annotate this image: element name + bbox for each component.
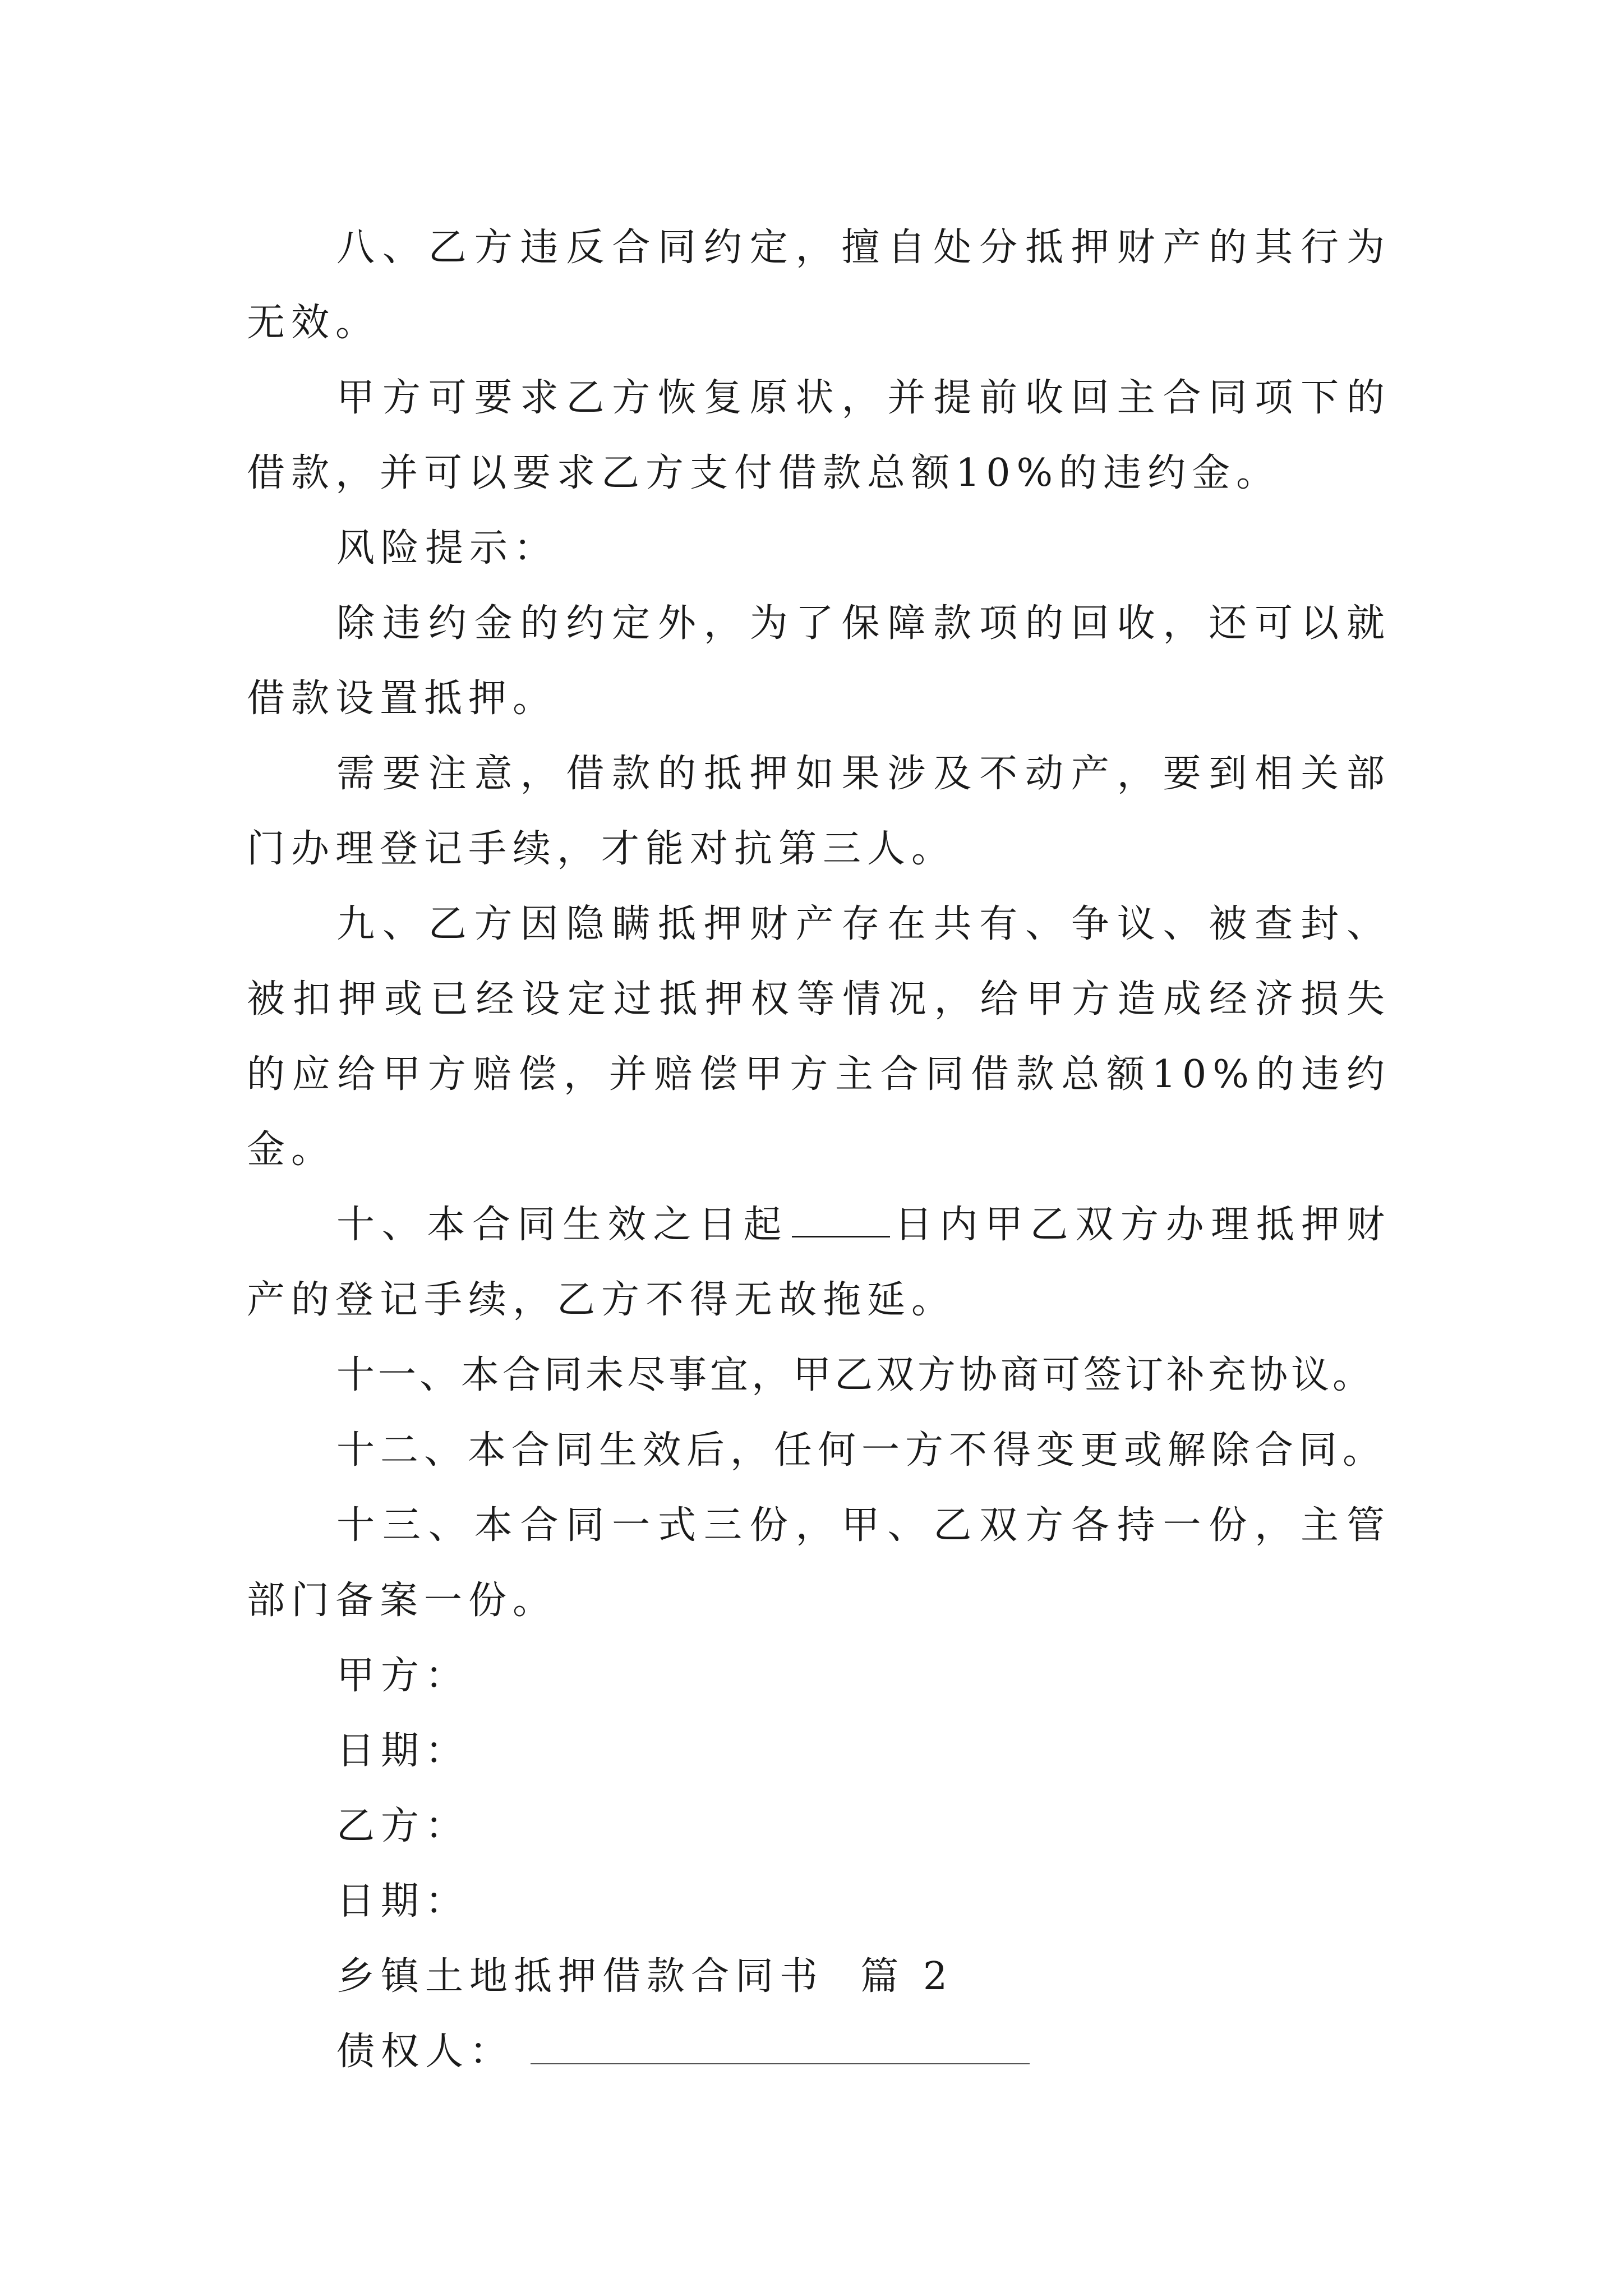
creditor-line bbox=[247, 2014, 1391, 2090]
clause-nine: 九、乙方因隐瞒抵押财产存在共有、争议、被查封、被扣押或已经设定过抵押权等情况，给甲方造成经济损失的应给甲方赔偿，并赔偿甲方主合同借款总额10%的违约金。 bbox=[247, 902, 1391, 1172]
clause-eleven: 十一、本合同未尽事宜，甲乙双方协商可签订补充协议。 bbox=[336, 1353, 1375, 1397]
risk-notice-text: 除违约金的约定外，为了保障款项的回收，还可以就借款设置抵押。 bbox=[247, 601, 1391, 721]
party-b-date-label: 日期： bbox=[336, 1879, 470, 1924]
creditor-label: 债权人： bbox=[336, 2030, 514, 2074]
party-b-label: 乙方： bbox=[336, 1804, 470, 1848]
risk-notice-note: 需要注意，借款的抵押如果涉及不动产，要到相关部门办理登记手续，才能对抗第三人。 bbox=[247, 752, 1391, 871]
clause-ten bbox=[247, 1188, 1391, 1338]
creditor-blank bbox=[531, 2030, 1030, 2064]
clause-eight-remedy: 甲方可要求乙方恢复原状，并提前收回主合同项下的借款，并可以要求乙方支付借款总额10%的违约金。 bbox=[247, 376, 1391, 495]
clause-ten-before: 十、本合同生效之日起 bbox=[336, 1203, 789, 1247]
clause-thirteen: 十三、本合同一式三份，甲、乙双方各持一份，主管部门备案一份。 bbox=[247, 1503, 1391, 1623]
document-body bbox=[247, 210, 1391, 2090]
risk-notice-heading: 风险提示： bbox=[336, 526, 559, 570]
clause-twelve: 十二、本合同生效后，任何一方不得变更或解除合同。 bbox=[336, 1428, 1387, 1473]
section-title: 乡镇土地抵押借款合同书 篇 2 bbox=[336, 1954, 954, 1999]
days-blank bbox=[792, 1202, 890, 1237]
clause-ten-after: 日内甲乙双方办理抵押财产的登记手续，乙方不得无故拖延。 bbox=[247, 1203, 1391, 1322]
clause-eight: 八、乙方违反合同约定，擅自处分抵押财产的其行为无效。 bbox=[247, 226, 1391, 345]
party-a-label: 甲方： bbox=[336, 1654, 470, 1698]
party-a-date-label: 日期： bbox=[336, 1729, 470, 1773]
